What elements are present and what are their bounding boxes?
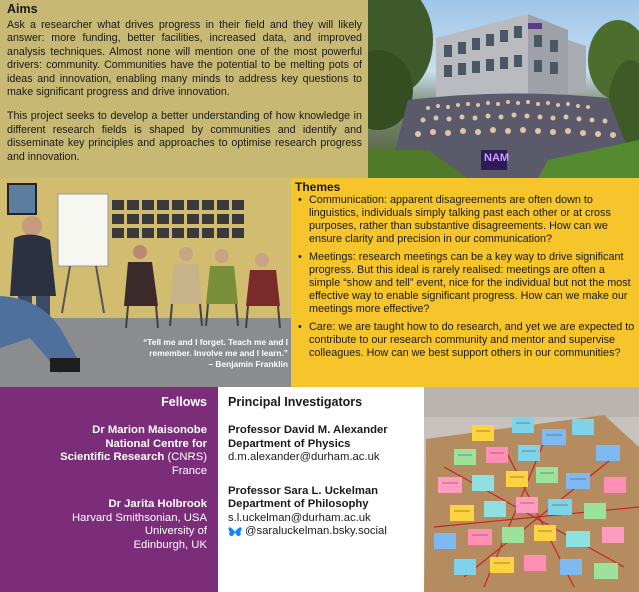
fellow-2-org-line1: Harvard Smithsonian, USA <box>72 511 207 524</box>
sticky-notes-illustration <box>424 387 639 592</box>
nam-sign-text: NAM <box>484 152 510 164</box>
pi-2-bluesky[interactable] <box>228 525 414 539</box>
fellow-1-org-line2 <box>11 451 207 465</box>
fellow-1-org-line1: National Centre for <box>105 437 207 450</box>
pi-1-name: Professor David M. Alexander <box>228 424 388 436</box>
pi-1-email[interactable]: d.m.alexander@durham.ac.uk <box>228 451 380 463</box>
themes-heading: Themes <box>295 180 341 194</box>
quote-attribution: – Benjamin Franklin <box>208 359 288 369</box>
bluesky-butterfly-icon <box>228 526 242 538</box>
aims-heading: Aims <box>7 2 38 16</box>
aims-paragraph-1: Ask a researcher what drives progress in their field and they will likely answer: more funding, better facilities, increased data, and improved analysis techniques. Almost none will mention one of the most powerful drivers: community. Communities have the potential to be melting pots of ideas and innovation, enabling many minds to address key questions to make significant progress and drive innovation. <box>7 19 362 99</box>
theme-text: Communication: apparent disagreements are often down to linguistics, individuals simply talking past each other or at cross purposes, rather than substantive disagreements. How can we ensure clarity and precision in our communication? <box>309 194 611 245</box>
fellows-section <box>0 387 218 592</box>
pi-1-department: Department of Physics <box>228 437 351 450</box>
campus-group-photo <box>368 0 639 178</box>
bullet-icon: • <box>298 321 302 333</box>
theme-item-communication <box>295 194 635 246</box>
franklin-quote <box>100 337 288 370</box>
fellow-1-name: Dr Marion Maisonobe <box>92 424 207 436</box>
bluesky-handle[interactable]: @saraluckelman.bsky.social <box>245 525 387 537</box>
fellow-2-org-line2: University of <box>144 525 207 537</box>
fellow-1-org-abbr: (CNRS) <box>164 451 207 463</box>
principal-investigators-section <box>218 387 424 592</box>
meeting-photo <box>0 178 291 387</box>
pi-2-department: Department of Philosophy <box>228 498 369 510</box>
sticky-notes-photo <box>424 387 639 592</box>
pi-2-email[interactable]: s.l.uckelman@durham.ac.uk <box>228 511 371 524</box>
aims-section <box>0 0 368 178</box>
theme-item-care <box>295 321 635 360</box>
themes-section <box>291 178 639 387</box>
bullet-icon: • <box>298 194 302 206</box>
aims-paragraph-2: This project seeks to develop a better understanding of how knowledge in different research fields is shaped by communities and identify and disseminate key principles and approaches to optimise research progress and innovation. <box>7 110 362 163</box>
fellow-2-name: Dr Jarita Holbrook <box>108 498 207 510</box>
theme-text: Meetings: research meetings can be a key way to drive significant progress. But this ideal is rarely realised: meetings are often a simple “show and tell” event, nice for the individual but not the most effective way to enable significant progress. How can we make our meetings more effective? <box>309 251 631 315</box>
themes-list <box>295 194 635 360</box>
quote-text: “Tell me and I forget. Teach me and I remember. Involve me and I learn.” <box>143 337 288 358</box>
fellow-2-org-line3: Edinburgh, UK <box>133 538 207 551</box>
pi-2-name: Professor Sara L. Uckelman <box>228 484 379 497</box>
fellow-1-country: France <box>171 464 207 477</box>
fellow-1-org-name: Scientific Research <box>60 451 165 463</box>
bullet-icon: • <box>298 251 302 263</box>
pis-heading: Principal Investigators <box>228 395 363 409</box>
theme-item-meetings <box>295 251 635 316</box>
theme-text: Care: we are taught how to do research, and yet we are expected to contribute to our research community and mentor and supervise colleagues. How can we best support others in our communities? <box>309 321 635 359</box>
fellows-heading: Fellows <box>161 395 207 409</box>
